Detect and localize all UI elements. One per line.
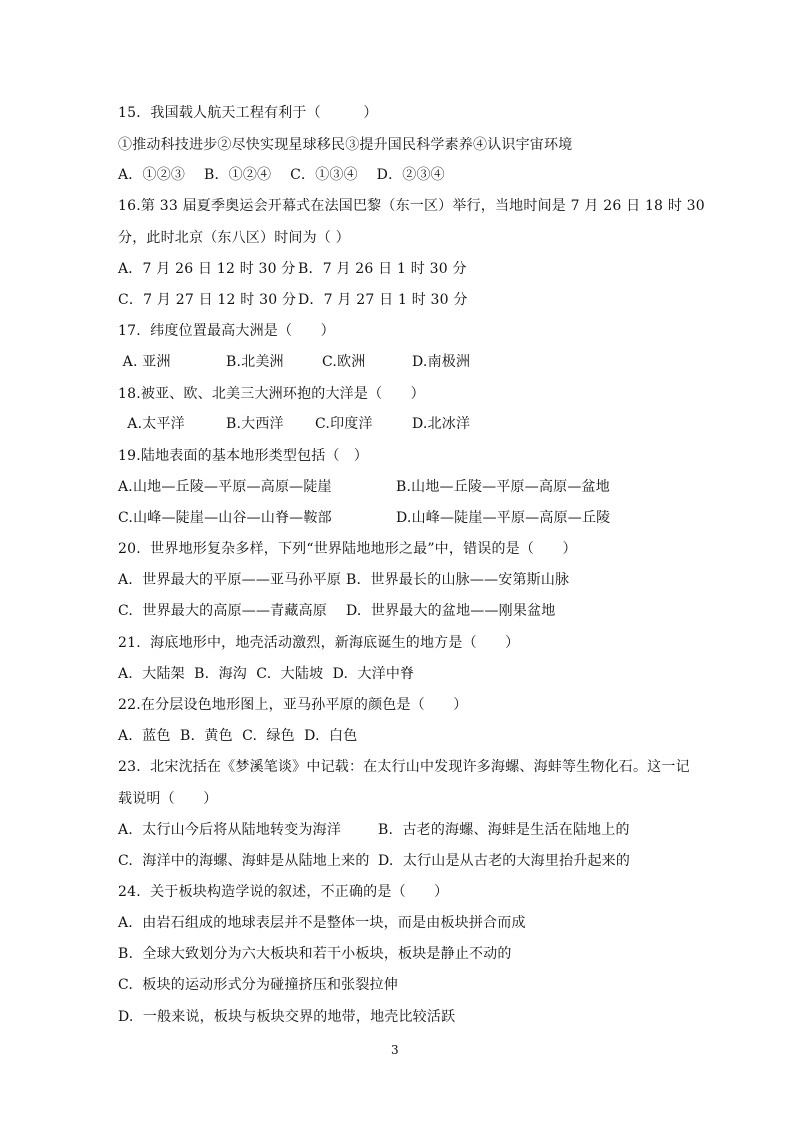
- page-number: 3: [391, 1043, 399, 1057]
- question-17-option-b: B.北美洲: [226, 354, 284, 370]
- question-15-options: A．①②③ B．①②④ C．①③④ D．②③④: [118, 167, 445, 183]
- question-21-options: A. 大陆架 B. 海沟 C. 大陆坡 D. 大洋中脊: [118, 666, 415, 682]
- question-15-stem: 15．我国载人航天工程有利于（ ）: [118, 105, 378, 121]
- question-19-stem: 19.陆地表面的基本地形类型包括（ ）: [118, 448, 369, 464]
- question-17-option-a: A. 亚洲: [118, 354, 171, 370]
- question-19-option-a: A.山地—丘陵—平原—高原—陡崖: [118, 479, 332, 495]
- question-24-option-c: C. 板块的运动形式分为碰撞挤压和张裂拉伸: [118, 977, 398, 993]
- question-16-stem-continued: 分，此时北京（东八区）时间为（ ）: [118, 230, 350, 246]
- question-18-option-b: B.大西洋: [226, 416, 284, 432]
- question-21-stem: 21. 海底地形中，地壳活动激烈，新海底诞生的地方是（ ）: [118, 635, 520, 651]
- question-16-stem: 16.第 33 届夏季奥运会开幕式在法国巴黎（东一区）举行，当地时间是 7 月 26 日 18 时 30: [118, 198, 705, 214]
- question-23-option-b: B. 古老的海螺、海蚌是生活在陆地上的: [378, 822, 630, 838]
- question-23-stem-continued: 载说明（ ）: [118, 791, 218, 807]
- question-23-option-c: C. 海洋中的海螺、海蚌是从陆地上来的: [118, 853, 370, 869]
- question-23-option-a: A. 太行山今后将从陆地转变为海洋: [118, 822, 342, 838]
- question-23-stem: 23. 北宋沈括在《梦溪笔谈》中记载：在太行山中发现许多海螺、海蚌等生物化石。这一记: [118, 759, 690, 775]
- question-20-option-b: B. 世界最长的山脉——安第斯山脉: [346, 572, 570, 588]
- question-24-option-b: B. 全球大致划分为六大板块和若干小板块，板块是静止不动的: [118, 946, 512, 962]
- question-24-stem: 24. 关于板块构造学说的叙述，不正确的是（ ）: [118, 884, 449, 900]
- question-22-options: A. 蓝色 B. 黄色 C. 绿色 D. 白色: [118, 728, 358, 744]
- question-17-stem: 17. 纬度位置最高大洲是（ ）: [118, 323, 335, 339]
- question-24-option-a: A. 由岩石组成的地球表层并不是整体一块，而是由板块拼合而成: [118, 915, 526, 931]
- question-18-option-a: A.太平洋: [118, 416, 185, 432]
- question-16-option-a: A．7 月 26 日 12 时 30 分: [118, 261, 296, 277]
- question-23-option-d: D. 太行山是从古老的大海里抬升起来的: [378, 853, 631, 869]
- question-19-option-c: C.山峰—陡崖—山谷—山脊—鞍部: [118, 510, 332, 526]
- question-18-option-c: C.印度洋: [315, 416, 373, 432]
- question-17-option-c: C.欧洲: [322, 354, 366, 370]
- question-16-option-d: D．7 月 27 日 1 时 30 分: [298, 292, 468, 308]
- question-19-option-b: B.山地—丘陵—平原—高原—盆地: [396, 479, 610, 495]
- question-16-option-c: C．7 月 27 日 12 时 30 分: [118, 292, 297, 308]
- question-22-stem: 22.在分层设色地形图上，亚马孙平原的颜色是（ ）: [118, 697, 468, 713]
- question-18-option-d: D.北冰洋: [412, 416, 471, 432]
- question-15-statements: ①推动科技进步②尽快实现星球移民③提升国民科学素养④认识宇宙环境: [118, 137, 573, 153]
- question-20-option-d: D. 世界最大的盆地——刚果盆地: [346, 603, 556, 619]
- question-16-option-b: B．7 月 26 日 1 时 30 分: [298, 261, 467, 277]
- question-18-stem: 18.被亚、欧、北美三大洲环抱的大洋是（ ）: [118, 386, 425, 402]
- question-17-option-d: D.南极洲: [412, 354, 471, 370]
- question-20-option-c: C. 世界最大的高原——青藏高原: [118, 603, 327, 619]
- question-20-option-a: A. 世界最大的平原——亚马孙平原: [118, 572, 342, 588]
- question-19-option-d: D.山峰—陡崖—平原—高原—丘陵: [396, 510, 611, 526]
- question-20-stem: 20. 世界地形复杂多样，下列“世界陆地地形之最”中，错误的是（ ）: [118, 541, 577, 557]
- question-24-option-d: D. 一般来说，板块与板块交界的地带，地壳比较活跃: [118, 1009, 456, 1025]
